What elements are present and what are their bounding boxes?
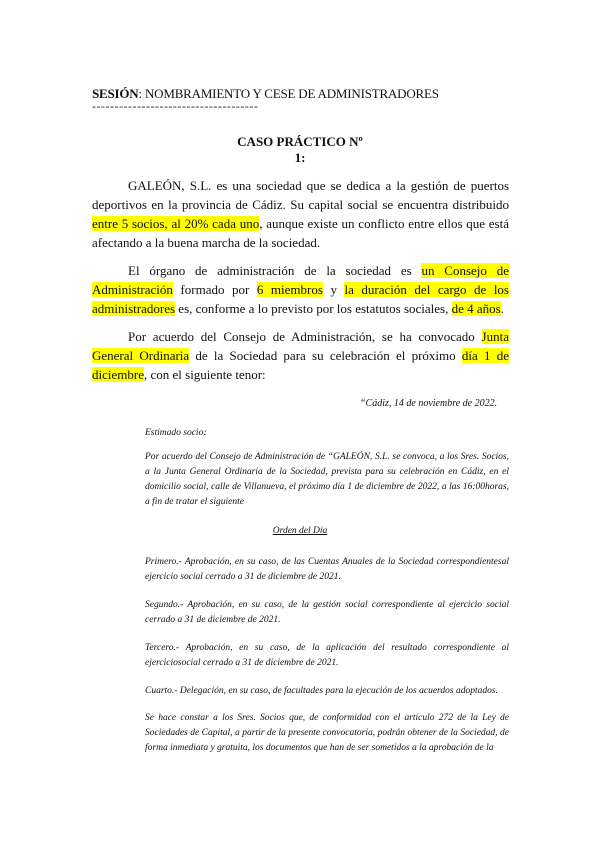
letter-body: Por acuerdo del Consejo de Administración de “GALEÓN, S.L. se convoca, a los Sres. Socios, a la Junta General Ordinaria de la Sociedad, prevista para su celebración en Cádiz, en el domicilio social, calle de Villanueva, el próximo día 1 de diciembre de 2022, a las 16:00horas, a fin de tratar el siguiente (145, 452, 509, 507)
p2-highlight-2: 6 miembros (256, 282, 323, 297)
agenda-item-1: Primero.- Aprobación, en su caso, de las Cuentas Anuales de la Sociedad correspondientesal ejercicio social cerrado a 31 de diciembre de 2021. (145, 557, 509, 582)
paragraph-board (92, 261, 509, 318)
case-title-line1: CASO PRÁCTICO Nº (237, 134, 363, 149)
p2-text-2: formado por (172, 282, 257, 297)
p2-text-3: y (322, 282, 345, 297)
p1-highlight-1: entre 5 socios, al 20% cada uno (92, 216, 260, 231)
p2-highlight-3: la duración del cargo de los administradores (92, 282, 509, 316)
p2-text-1: El órgano de administración de la sociedad es (128, 263, 422, 278)
agenda-item-3: Tercero.- Aprobación, en su caso, de la aplicación del resultado correspondiente al ejerciciosocial cerrado a 31 de diciembre de 2021. (145, 643, 509, 668)
agenda-item-2: Segundo.- Aprobación, en su caso, de la gestión social correspondiente al ejercicio social cerrado a 31 de diciembre de 2021. (145, 600, 509, 625)
paragraph-meeting (92, 327, 509, 384)
session-title: : NOMBRAMIENTO Y CESE DE ADMINISTRADORES (138, 86, 439, 101)
p3-text-2: de la Sociedad para su celebración el próximo (189, 348, 462, 363)
p3-highlight-1: Junta General Ordinaria (92, 329, 509, 363)
p2-text-4: es, conforme a lo previsto por los estatutos sociales, (175, 301, 452, 316)
case-title-line2: 1: (294, 150, 306, 165)
p1-text-1: GALEÓN, S.L. es una sociedad que se dedica a la gestión de puertos deportivos en la provincia de Cádiz. Su capital social se encuentra distribuido (92, 178, 509, 212)
agenda-item-4: Cuarto.- Delegación, en su caso, de facultades para la ejecución de los acuerdos adoptados. (145, 686, 498, 696)
p2-highlight-4: de 4 años (451, 301, 501, 316)
p3-highlight-2: día 1 de diciembre (92, 348, 509, 382)
session-label: SESIÓN (92, 86, 139, 101)
letter-greeting: Estimado socio: (145, 428, 207, 438)
p3-text-1: Por acuerdo del Consejo de Administración, se ha convocado (128, 329, 482, 344)
letter-closing: Se hace constar a los Sres. Socios que, de conformidad con el artículo 272 de la Ley de Sociedades de Capital, a partir de la presente convocatoria, podrán obtener de la Sociedad, de forma inmediata y gratuita, los documentos que han de ser sometidos a la aprobación de la (145, 713, 509, 753)
p2-highlight-1: un Consejo de Administración (92, 263, 509, 297)
header-rule: ------------------------------------- (92, 99, 259, 113)
p1-text-2: , aunque existe un conflicto entre ellos que está afectando a la buena marcha de la sociedad. (92, 216, 509, 250)
letter-date: “Cádiz, 14 de noviembre de 2022. (360, 398, 498, 409)
p3-text-3: , con el siguiente tenor: (143, 367, 266, 382)
case-title (0, 134, 600, 166)
agenda-title: Orden del Día (272, 526, 328, 536)
p2-text-5: . (500, 301, 504, 316)
paragraph-company (92, 176, 509, 252)
